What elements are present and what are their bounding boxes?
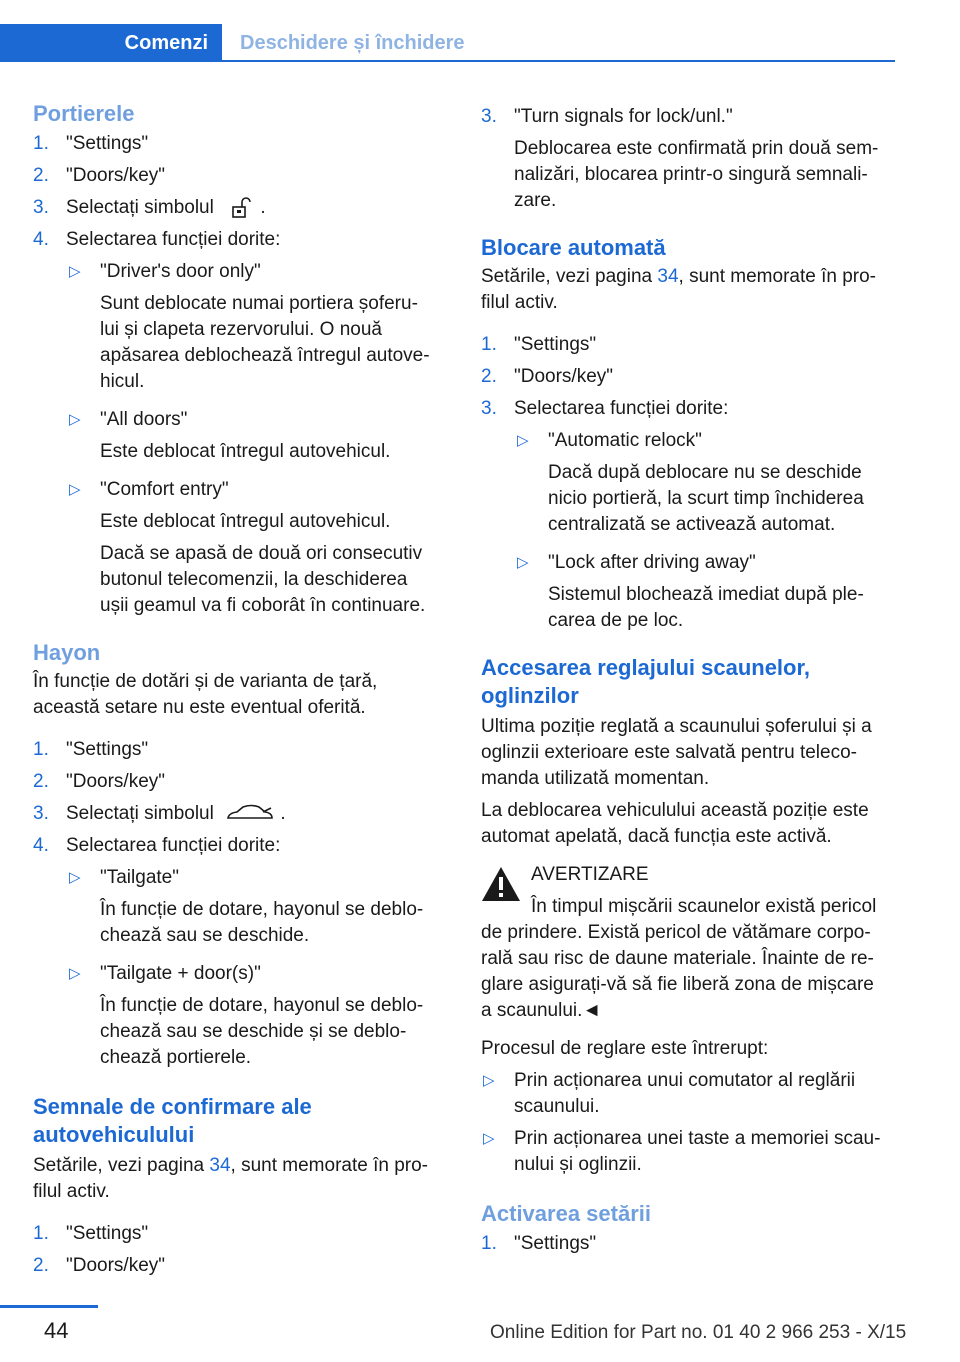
tab-comenzi[interactable]: Comenzi — [0, 24, 222, 62]
page-link[interactable]: 34 — [657, 266, 679, 287]
page-link[interactable]: 34 — [209, 1155, 231, 1176]
list-item: 2. "Doors/key" — [33, 1255, 166, 1276]
list-item: 3. Selectarea funcției dorite: — [481, 398, 729, 419]
list-item: 3. Selectați simbolul . — [33, 197, 266, 218]
list-item: 1. "Settings" — [33, 133, 149, 154]
warning-title: AVERTIZARE — [531, 864, 649, 885]
section-title-accesarea: Accesarea reglajului scaunelor, oglinzilor — [481, 655, 810, 708]
accesarea-p2: La deblocarea vehiculului această poziție este automat apelată, dacă funcția este activă. — [481, 800, 869, 847]
option-tailgate: ▷ "Tailgate" În funcție de dotare, hayonul se deblo- chează sau se deschide. — [69, 867, 424, 946]
list-item: 3. Selectați simbolul . — [33, 803, 286, 824]
list-item: 2. "Doors/key" — [481, 366, 614, 387]
hayon-intro: În funcție de dotări și de varianta de țară, această setare nu este eventual oferită. — [33, 671, 378, 718]
list-item: 1. "Settings" — [481, 334, 597, 355]
list-item: 2. "Doors/key" — [33, 165, 166, 186]
section-title-hayon: Hayon — [33, 640, 101, 665]
warning-box — [481, 862, 896, 1024]
right-column — [481, 104, 896, 1263]
section-title-activarea: Activarea setării — [481, 1201, 651, 1226]
footer-rule — [0, 1305, 98, 1308]
accesarea-p1: Ultima poziție reglată a scaunului șoferului și a oglinzii exterioare este salvată pentru teleco- manda utilizată momentan. — [481, 716, 872, 789]
bullet-item: ▷ Prin acționarea unei taste a memoriei scau- nului și oglinzii. — [483, 1128, 881, 1175]
blocare-intro: Setările, vezi pagina 34, sunt memorate în pro- filul activ. — [481, 266, 876, 313]
section-title-portierele: Portierele — [33, 101, 135, 126]
left-column — [33, 100, 448, 1285]
blocare-steps — [481, 332, 896, 428]
list-item: 4. Selectarea funcției dorite: — [33, 835, 281, 856]
semnale-intro: Setările, vezi pagina 34, sunt memorate în pro- filul activ. — [33, 1155, 428, 1202]
list-item: 1. "Settings" — [33, 739, 149, 760]
header-rule — [222, 60, 895, 62]
list-item: 4. Selectarea funcției dorite: — [33, 229, 281, 250]
section-title-blocare: Blocare automată — [481, 235, 666, 260]
list-item: 2. "Doors/key" — [33, 771, 166, 792]
section-title-semnale: Semnale de confirmare ale autovehiculului — [33, 1094, 312, 1147]
page-number: 44 — [44, 1318, 69, 1343]
activarea-steps — [481, 1231, 896, 1263]
unlock-icon — [225, 196, 255, 220]
list-item: 1. "Settings" — [33, 1223, 149, 1244]
chapter-header — [0, 24, 895, 62]
option-automatic-relock: ▷ "Automatic relock" Dacă după deblocare nu se deschide nicio portieră, la scurt timp închiderea centralizată se activează automat. — [517, 430, 864, 535]
warning-triangle-icon — [481, 866, 521, 902]
hayon-steps — [33, 737, 448, 865]
car-tailgate-icon — [225, 803, 275, 825]
warning-text-rest: de prindere. Există pericol de vătămare corpo- rală sau risc de daune materiale. Înainte de re- glare asigurați-vă să fie liberă zona de mișcare a scaunului.◄ — [481, 922, 874, 1021]
option-all-doors: ▷ "All doors" Este deblocat întregul autovehicul. — [69, 409, 391, 462]
portierele-steps — [33, 131, 448, 259]
option-comfort-entry: ▷ "Comfort entry" Este deblocat întregul autovehicul. Dacă se apasă de două ori consecutiv butonul telecomenzii, la deschiderea ușii geamul va fi coborât în continuare. — [69, 479, 426, 616]
tab-deschidere-inchidere[interactable]: Deschidere și închidere — [240, 32, 465, 54]
list-item: 1. "Settings" — [481, 1233, 597, 1254]
bullet-item: ▷ Prin acționarea unui comutator al reglării scaunului. — [483, 1070, 856, 1117]
warning-text-line1: În timpul mișcării scaunelor există pericol — [531, 896, 877, 917]
edition-footer: Online Edition for Part no. 01 40 2 966 253 - X/15 — [490, 1322, 907, 1343]
option-drivers-door-only: ▷ "Driver's door only" Sunt deblocate numai portiera șoferu- lui și clapeta rezervorului. O nouă apăsarea deblochează întregul autove- hicul. — [69, 261, 430, 392]
option-lock-after-driving: ▷ "Lock after driving away" Sistemul blochează imediat după ple- carea de pe loc. — [517, 552, 864, 631]
list-item: 3. "Turn signals for lock/unl." Deblocarea este confirmată prin două sem- nalizări, blocarea printr-o singură semnali- zare. — [481, 106, 879, 211]
option-tailgate-doors: ▷ "Tailgate + door(s)" În funcție de dotare, hayonul se deblo- chează sau se deschide și se deblo- chează portierele. — [69, 963, 424, 1068]
accesarea-p3: Procesul de reglare este întrerupt: — [481, 1038, 769, 1059]
semnale-steps — [33, 1221, 448, 1285]
